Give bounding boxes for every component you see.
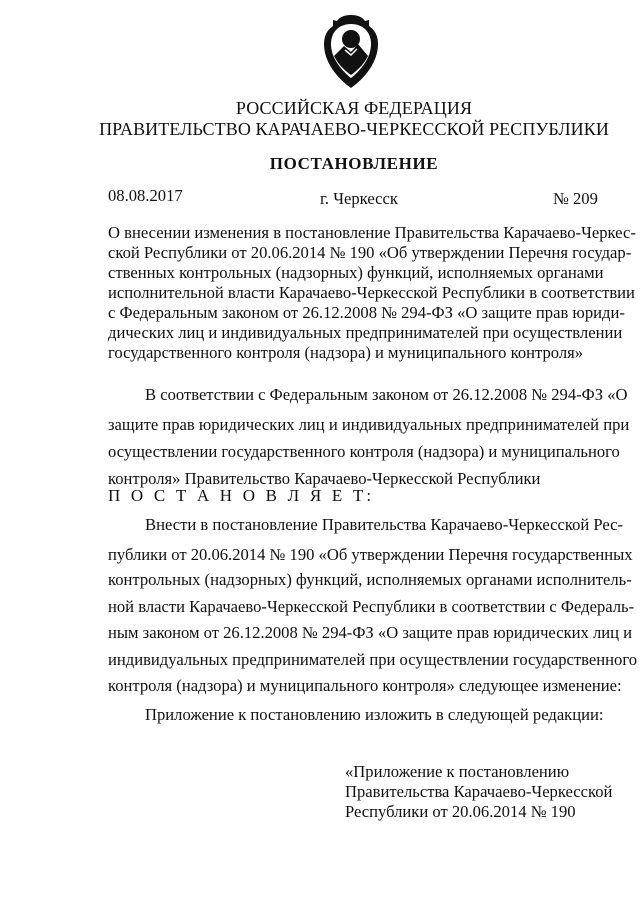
header-line-2: ПРАВИТЕЛЬСТВО КАРАЧАЕВО-ЧЕРКЕССКОЙ РЕСПУБЛИКИ: [99, 119, 609, 139]
main-paragraph-line: Внести в постановление Правительства Карачаево-Черкесской Рес-: [145, 515, 624, 534]
appendix-line: Республики от 20.06.2014 № 190: [345, 802, 576, 821]
document-city: г. Черкесск: [320, 189, 398, 208]
subject-line: О внесении изменения в постановление Правительства Карачаево-Черкес-: [108, 223, 636, 242]
main-paragraph-line: ной власти Карачаево-Черкесской Республики в соответствии с Федераль-: [108, 597, 635, 616]
subject-line: дических лиц и индивидуальных предпринимателей при осуществлении: [108, 323, 623, 342]
main-paragraph-line: контроля (надзора) и муниципального контроля» следующее изменение:: [108, 676, 622, 695]
main-paragraph-line: индивидуальных предпринимателей при осуществлении государственного: [108, 650, 638, 669]
subject-line: ственных контрольных (надзорных) функций, исполняемых органами: [108, 263, 604, 282]
subject-line: государственного контроля (надзора) и муниципального контроля»: [108, 343, 584, 362]
document-date: 08.08.2017: [108, 186, 183, 205]
coat-of-arms-icon: [319, 12, 383, 92]
appendix-line: «Приложение к постановлению: [345, 762, 570, 781]
resolves-heading: П О С Т А Н О В Л Я Е Т:: [108, 486, 375, 505]
document-type-title: ПОСТАНОВЛЕНИЕ: [269, 154, 439, 173]
preamble-line: осуществлении государственного контроля (надзора) и муниципального: [108, 442, 620, 461]
appendix-line: Правительства Карачаево-Черкесской: [345, 782, 613, 801]
main-paragraph-line: ным законом от 26.12.2008 № 294-ФЗ «О защите прав юридических лиц и: [108, 623, 633, 642]
subject-line: исполнительной власти Карачаево-Черкесской Республики в соответствии: [108, 283, 635, 302]
instruction-line: Приложение к постановлению изложить в следующей редакции:: [145, 705, 604, 724]
preamble-line: В соответствии с Федеральным законом от 26.12.2008 № 294-ФЗ «О: [145, 385, 628, 404]
subject-line: ской Республики от 20.06.2014 № 190 «Об утверждении Перечня государ-: [108, 243, 632, 262]
header-line-1: РОССИЙСКАЯ ФЕДЕРАЦИЯ: [235, 98, 473, 118]
document-number: № 209: [553, 189, 598, 208]
main-paragraph-line: контрольных (надзорных) функций, исполняемых органами исполнитель-: [108, 570, 632, 589]
main-paragraph-line: публики от 20.06.2014 № 190 «Об утверждении Перечня государственных: [108, 545, 633, 564]
subject-line: с Федеральным законом от 26.12.2008 № 294-ФЗ «О защите прав юриди-: [108, 303, 625, 322]
preamble-line: контроля» Правительство Карачаево-Черкесской Республики: [108, 469, 541, 488]
preamble-line: защите прав юридических лиц и индивидуальных предпринимателей при: [108, 415, 630, 434]
